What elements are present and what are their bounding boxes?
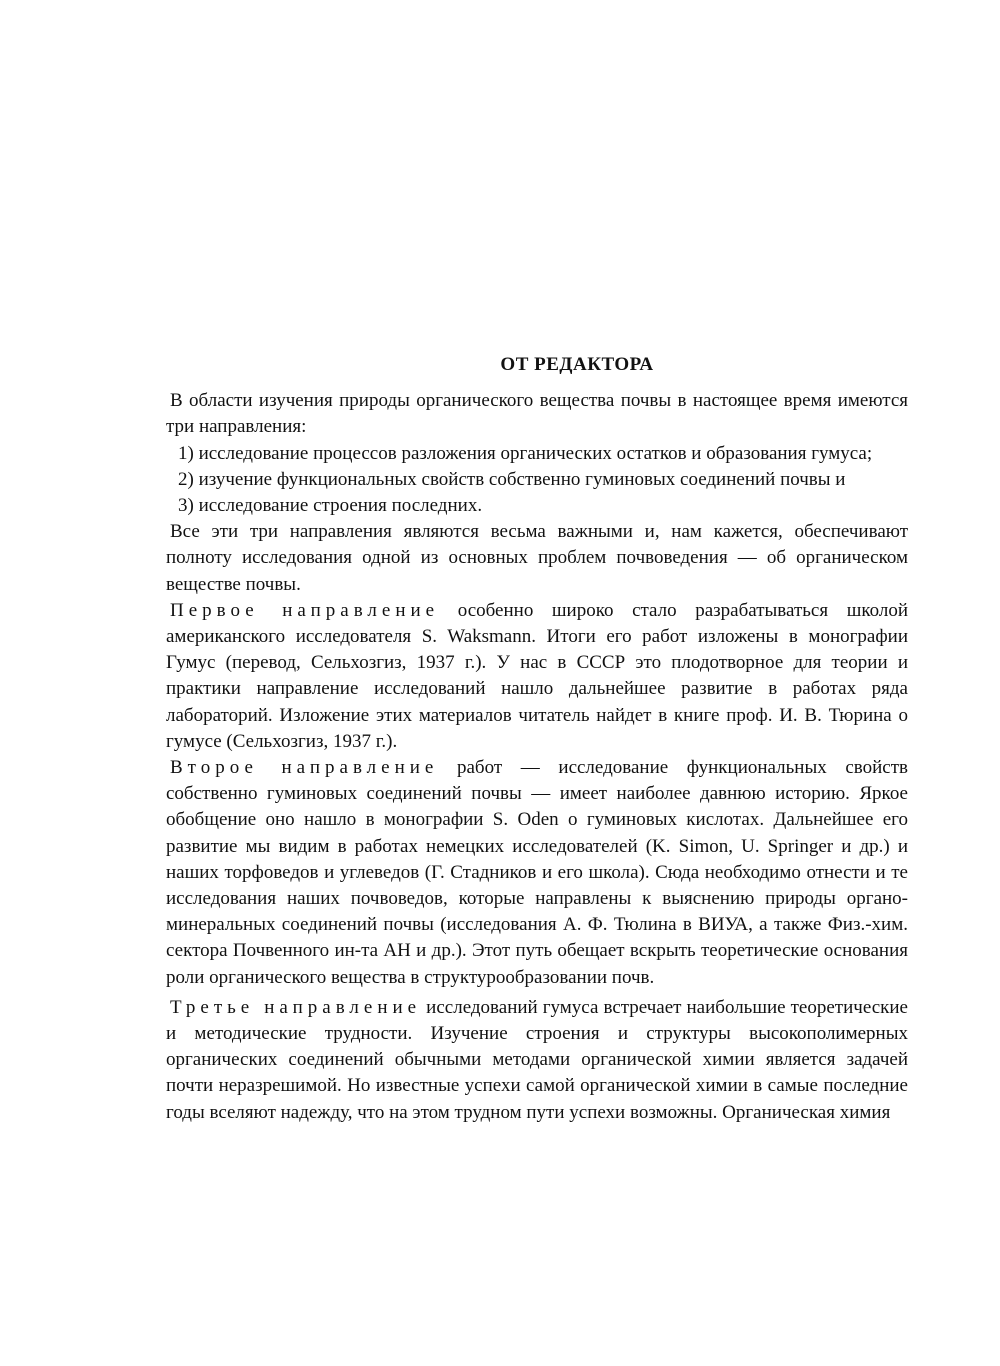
page-title: ОТ РЕДАКТОРА [500, 354, 654, 375]
first-direction-text: особенно широко стало разрабатываться школой американского исследователя S. Waksmann. Итоги его работ изложены в монографии Гумус (перевод, Сельхозгиз, 1937 г.). У нас в СССР это плодотворное для теории и практики направление исследований нашло дальнейшее развитие в работах ряда лабораторий. Изложение этих материалов читатель найдет в книге проф. И. В. Тюрина о гумусе (Сельхозгиз, 1937 г.). [166, 599, 908, 752]
list-item: 1) исследование процессов разложения органических остатков и образования гумуса; [178, 442, 873, 464]
second-direction-heading: Второе направление [170, 757, 439, 779]
third-direction-paragraph [166, 995, 908, 1126]
first-direction-heading: Первое направление [170, 599, 440, 621]
intro-paragraph: В области изучения природы органического вещества почвы в настоящее время имеются три направления: [166, 390, 908, 438]
first-direction-paragraph [166, 598, 908, 755]
list-item: 3) исследование строения последних. [178, 495, 483, 517]
third-direction-text: исследований гумуса встречает наибольшие теоретические и методические трудности. Изучение строения и структуры высокополимерных органических соединений обычными методами органической химии является задачей почти неразрешимой. Но известные успехи самой органической химии в самые последние годы вселяют надежду, что на этом трудном пути успехи возможны. Органическая химия [166, 996, 908, 1123]
page-body [166, 352, 908, 1126]
summary-paragraph: Все эти три направления являются весьма важными и, нам кажется, обеспечивают полноту исследования одной из основных проблем почвоведения — об органическом веществе почвы. [166, 521, 908, 595]
list-item: 2) изучение функциональных свойств собственно гуминовых соединений почвы и [178, 468, 846, 490]
second-direction-paragraph [166, 755, 908, 991]
second-direction-text: работ — исследование функциональных свойств собственно гуминовых соединений почвы — имеет наиболее давнюю историю. Яркое обобщение оно нашло в монографии S. Oden о гуминовых кислотах. Дальнейшее его развитие мы видим в работах немецких исследователей (K. Simon, U. Springer и др.) и наших торфоведов и углеведов (Г. Стадников и его школа). Сюда необходимо отнести и те исследования наших почвоведов, которые направлены к выяснению природы органо-минеральных соединений почвы (исследования А. Ф. Тюлина в ВИУА, а также Физ.-хим. сектора Почвенного ин-та АН и др.). Этот путь обещает вскрыть теоретические основания роли органического вещества в структурообразовании почв. [166, 757, 908, 988]
third-direction-heading: Третье направление [170, 996, 422, 1018]
